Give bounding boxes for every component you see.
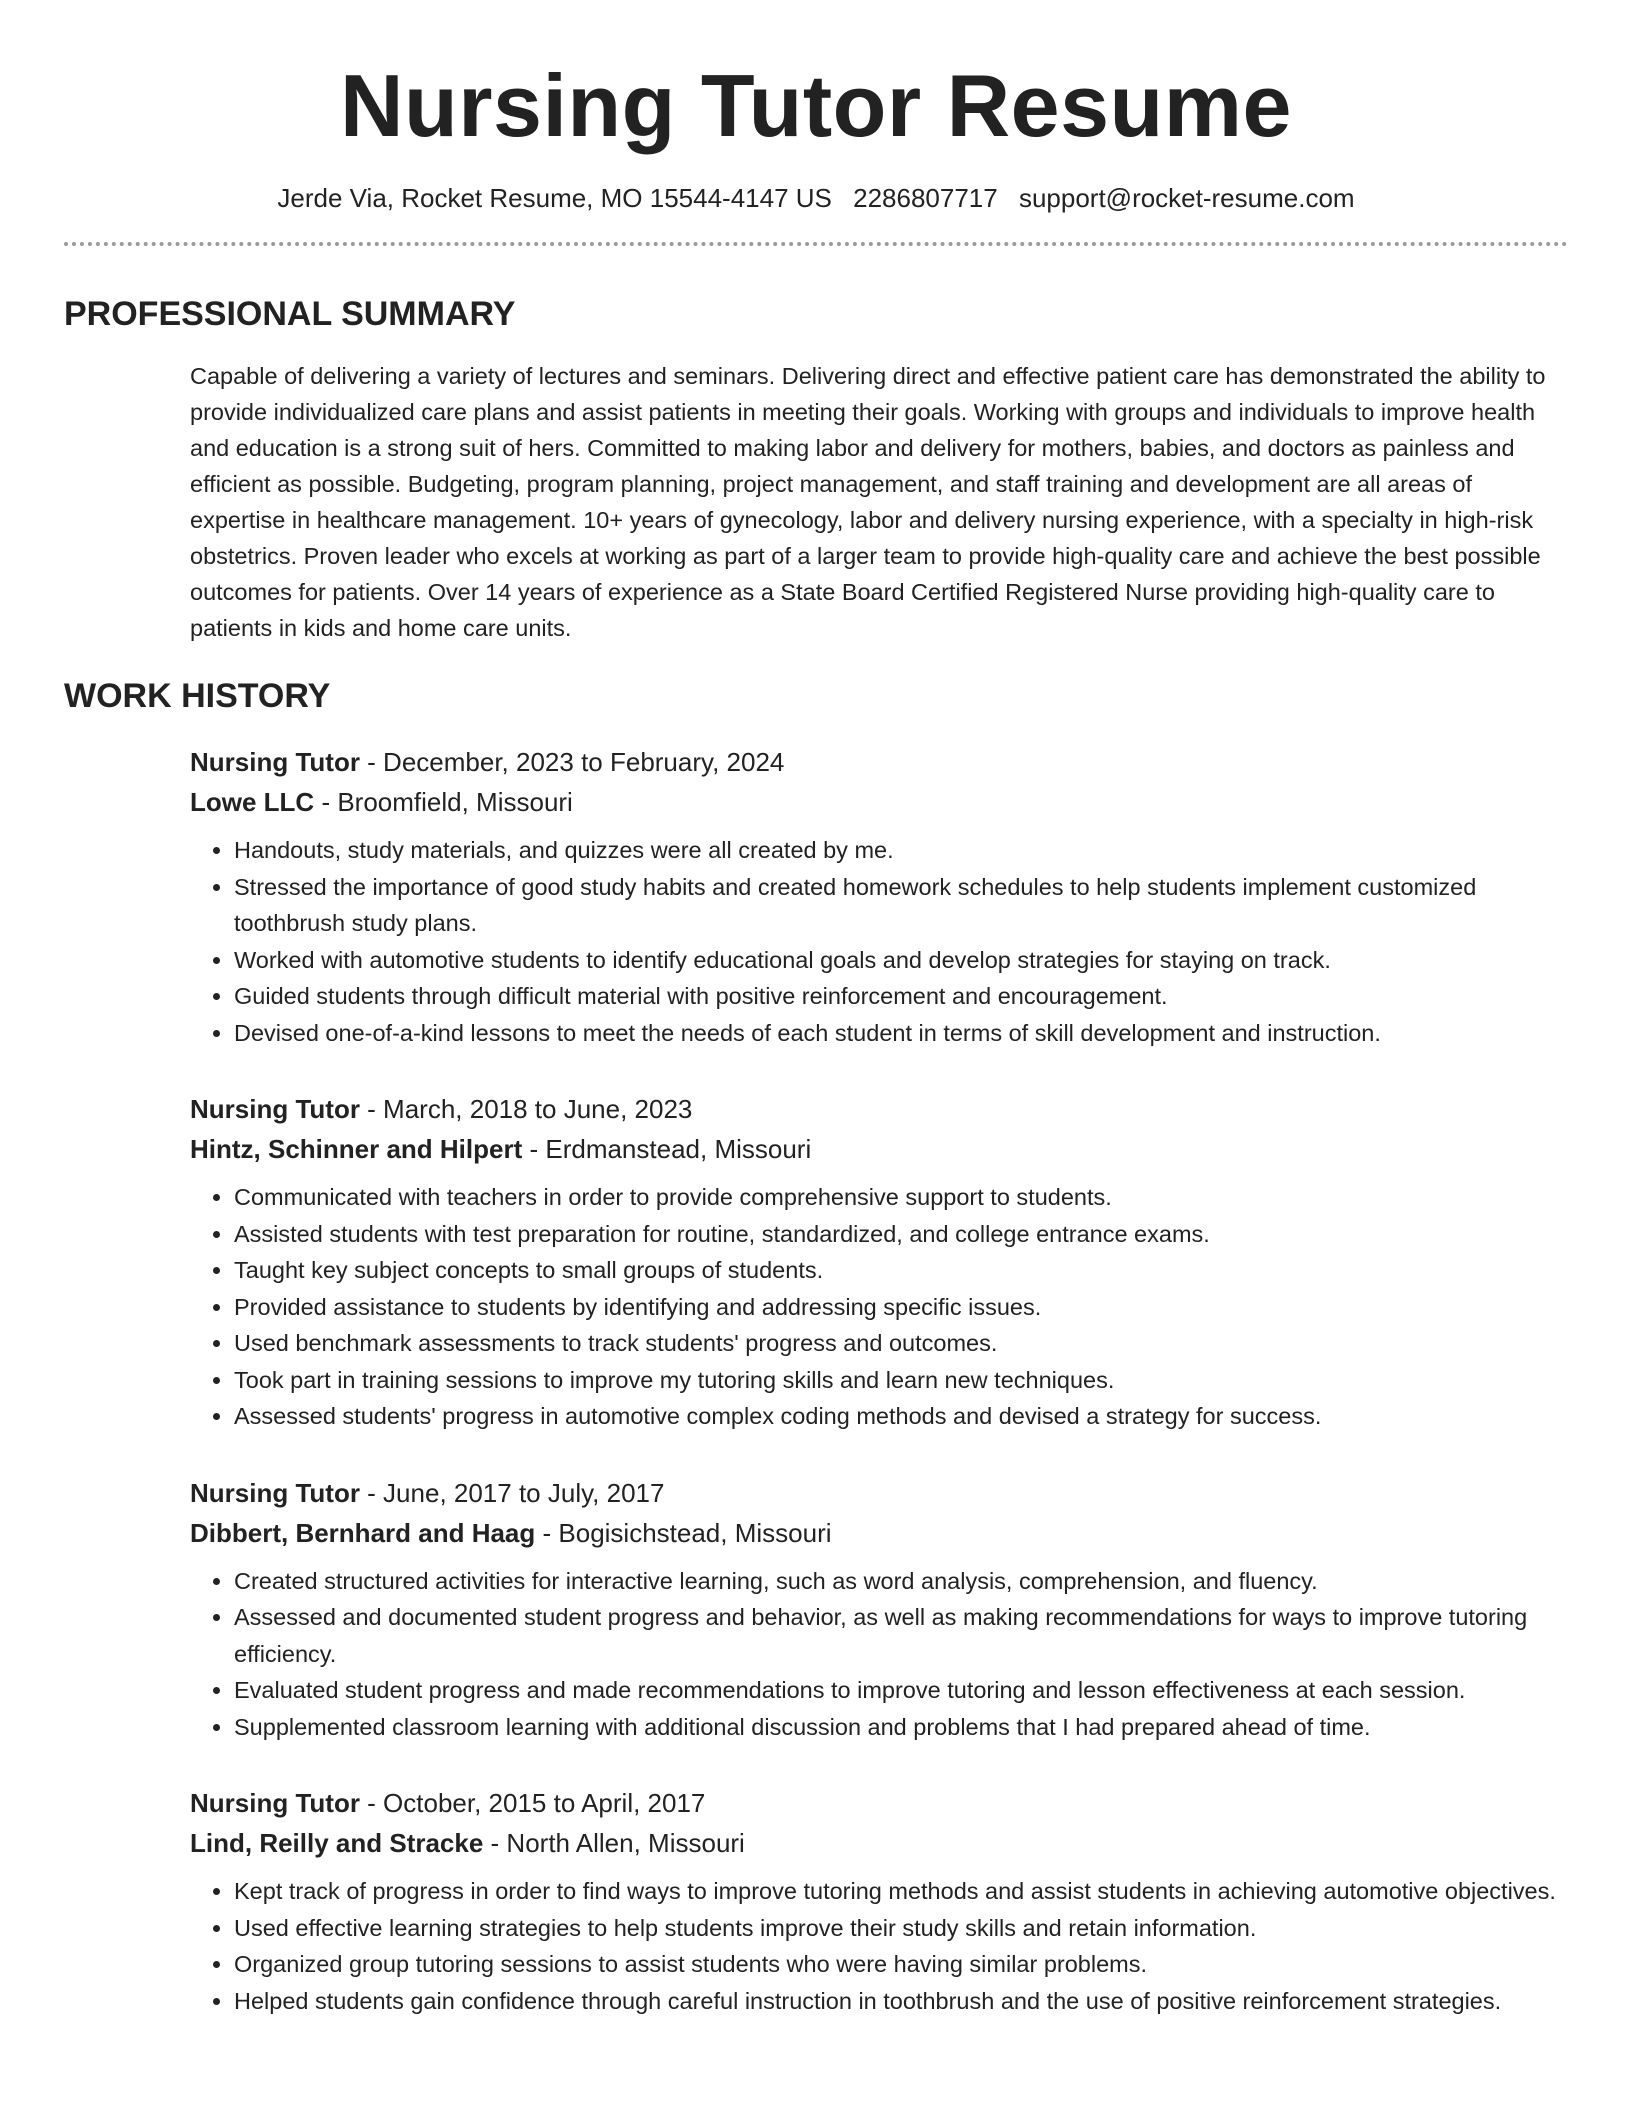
job-bullets [190,1873,1568,2019]
job-entry [190,742,1568,1051]
job-company: Lowe LLC [190,787,315,817]
job-dates: - March, 2018 to June, 2023 [359,1094,693,1124]
contact-address: Jerde Via, Rocket Resume, MO 15544-4147 US [277,183,832,213]
job-bullets [190,832,1568,1051]
contact-line [64,180,1568,216]
job-title-line [190,742,1568,782]
job-location: - North Allen, Missouri [483,1828,745,1858]
job-title: Nursing Tutor [190,1094,360,1124]
job-bullets [190,1179,1568,1435]
job-title-line [190,1089,1568,1129]
job-location: - Broomfield, Missouri [314,787,573,817]
resume-title: Nursing Tutor Resume [339,56,1292,155]
job-company: Lind, Reilly and Stracke [190,1828,484,1858]
job-company-line [190,1823,1568,1863]
job-bullet: • Handouts, study materials, and quizzes were all created by me. [234,832,1568,869]
contact-email: support@rocket-resume.com [1018,183,1355,213]
job-entry [190,1473,1568,1746]
job-bullet: • Stressed the importance of good study habits and created homework schedules to help students implement customized toothbrush study plans. [234,869,1568,942]
job-bullet: • Devised one-of-a-kind lessons to meet the needs of each student in terms of skill development and instruction. [234,1015,1568,1052]
job-title: Nursing Tutor [190,747,360,777]
job-bullet: • Taught key subject concepts to small groups of students. [234,1252,1568,1289]
summary-text: Capable of delivering a variety of lectures and seminars. Delivering direct and effective patient care has demonstrated the ability to provide individualized care plans and assist patients in meeting their goals. Working with groups and individuals to improve health and education is a strong suit of hers. Committed to making labor and delivery for mothers, babies, and doctors as painless and efficient as possible. Budgeting, program planning, project management, and staff training and development are all areas of expertise in healthcare management. 10+ years of gynecology, labor and delivery nursing experience, with a specialty in high-risk obstetrics. Proven leader who excels at working as part of a larger team to provide high-quality care and achieve the best possible outcomes for patients. Over 14 years of experience as a State Board Certified Registered Nurse providing high-quality care to patients in kids and home care units. [190,363,1546,641]
job-title: Nursing Tutor [190,1477,360,1508]
job-bullet: • Helped students gain confidence through careful instruction in toothbrush and the use of positive reinforcement strategies. [234,1983,1568,2020]
job-title-line [190,1783,1568,1823]
work-history-list [190,742,1568,2019]
work-history-heading: WORK HISTORY [64,677,331,715]
job-dates: - June, 2017 to July, 2017 [359,1477,665,1508]
job-company: Hintz, Schinner and Hilpert [190,1134,523,1164]
job-title: Nursing Tutor [190,1788,360,1818]
header-divider [64,242,1568,246]
job-company-line [190,1129,1568,1169]
job-bullet: • Evaluated student progress and made recommendations to improve tutoring and lesson effectiveness at each session. [234,1672,1568,1709]
job-bullet: • Used effective learning strategies to help students improve their study skills and retain information. [234,1910,1568,1947]
job-bullet: • Kept track of progress in order to find ways to improve tutoring methods and assist students in achieving automotive objectives. [234,1873,1568,1910]
resume-page [64,0,1568,2057]
job-bullet: • Guided students through difficult material with positive reinforcement and encouragement. [234,978,1568,1015]
job-entry [190,1783,1568,2019]
job-bullet: • Communicated with teachers in order to provide comprehensive support to students. [234,1179,1568,1216]
job-dates: - December, 2023 to February, 2024 [359,747,785,777]
job-entry [190,1089,1568,1435]
job-bullet: • Worked with automotive students to identify educational goals and develop strategies for staying on track. [234,942,1568,979]
job-bullet: • Organized group tutoring sessions to assist students who were having similar problems. [234,1946,1568,1983]
job-company-line [190,782,1568,822]
job-bullet: • Provided assistance to students by identifying and addressing specific issues. [234,1289,1568,1326]
contact-phone: 2286807717 [853,183,998,213]
job-bullets [190,1563,1568,1746]
job-title-line [190,1473,1568,1513]
summary-heading: PROFESSIONAL SUMMARY [64,295,516,333]
job-bullet: • Assessed and documented student progress and behavior, as well as making recommendations for ways to improve tutoring efficiency. [234,1599,1568,1672]
job-bullet: • Assisted students with test preparation for routine, standardized, and college entrance exams. [234,1216,1568,1253]
job-location: - Erdmanstead, Missouri [522,1134,812,1164]
job-bullet: • Took part in training sessions to improve my tutoring skills and learn new techniques. [234,1362,1568,1399]
job-bullet: • Created structured activities for interactive learning, such as word analysis, comprehension, and fluency. [234,1563,1568,1600]
job-dates: - October, 2015 to April, 2017 [359,1788,706,1818]
job-bullet: • Assessed students' progress in automotive complex coding methods and devised a strategy for success. [234,1398,1568,1435]
job-company-line [190,1513,1568,1553]
job-bullet: • Used benchmark assessments to track students' progress and outcomes. [234,1325,1568,1362]
job-bullet: • Supplemented classroom learning with additional discussion and problems that I had prepared ahead of time. [234,1709,1568,1746]
job-company: Dibbert, Bernhard and Haag [190,1517,536,1548]
job-location: - Bogisichstead, Missouri [535,1517,832,1548]
